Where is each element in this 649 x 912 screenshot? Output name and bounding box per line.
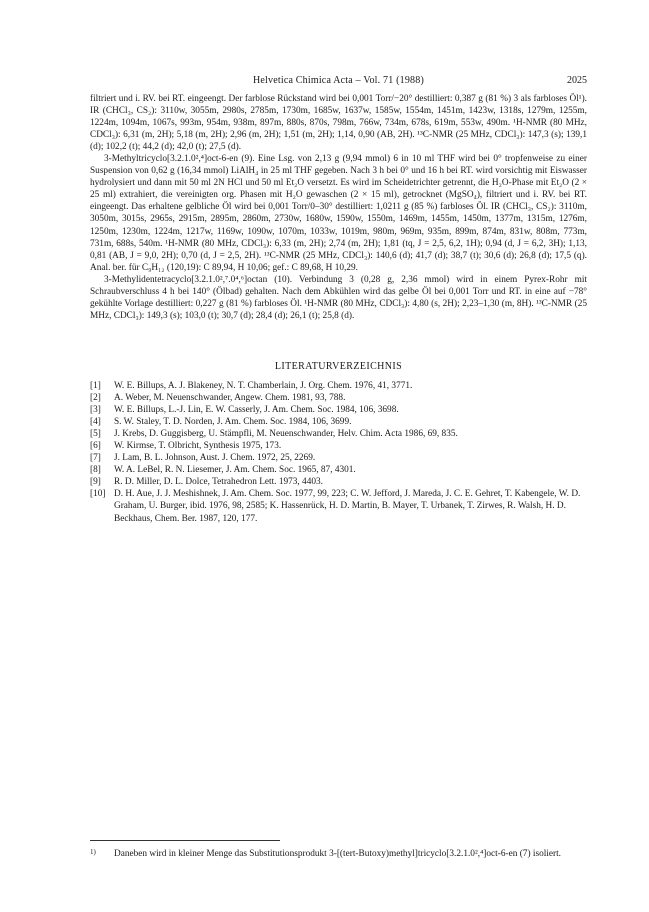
reference-item: [3] W. E. Billups, L.-J. Lin, E. W. Casserly, J. Am. Chem. Soc. 1984, 106, 3698. — [90, 405, 399, 416]
footnote-divider — [90, 840, 280, 841]
paragraph-compound-10: 3-Methylidentetracyclo[3.2.1.0²,⁷.0⁴,⁶]octan (10). Verbindung 3 (0,28 g, 2,36 mmol) wird in einem Pyrex-Rohr mit Schraubverschluss 4 h bei 140° (Ölbad) gehalten. Nach dem Abkühlen wird das gelbe Öl bei 0,001 Torr und RT. in eine auf −78° gekühlte Vorlage destilliert: 0,227 g (81 %) farbloses Öl. ¹H-NMR (80 MHz, CDCl₃): 4,80 (s, 2H); 2,23–1,30 (m, 8H). ¹³C-NMR (25 MHz, CDCl₃): 149,3 (s); 103,0 (t); 30,7 (d); 28,4 (d); 26,1 (t); 25,8 (d). — [90, 274, 587, 321]
reference-item: [10] D. H. Aue, J. J. Meshishnek, J. Am. Chem. Soc. 1977, 99, 223; C. W. Jefford, J. Mareda, J. C. E. Gehret, T. Kabengele, W. D. Graham, U. Burger, ibid. 1976, 98, 2585; K. Hassenrück, H. D. Martin, B. Mayer, T. Urbanek, T. Zirwes, R. Walsh, H. D. Beckhaus, Chem. Ber. 1987, 120, 177. — [90, 489, 581, 524]
reference-item: [6] W. Kirmse, T. Olbricht, Synthesis 1975, 173. — [90, 441, 282, 452]
reference-item: [7] J. Lam, B. L. Johnson, Aust. J. Chem. 1972, 25, 2269. — [90, 453, 316, 464]
footnote — [90, 848, 587, 860]
body-text — [90, 93, 587, 322]
reference-item: [2] A. Weber, M. Neuenschwander, Angew. Chem. 1981, 93, 788. — [90, 393, 346, 404]
page-header — [90, 75, 587, 89]
paragraph-continuation: filtriert und i. RV. bei RT. eingeengt. Der farblose Rückstand wird bei 0,001 Torr/−20° destilliert: 0,387 g (81 %) 3 als farbloses Öl¹). IR (CHCl₃, CS₂): 3110w, 3055m, 2980s, 2785m, 1730m, 1685w, 1637w, 1585w, 1554m, 1451m, 1423w, 1318s, 1279m, 1255m, 1224m, 1094m, 1067s, 993m, 954m, 938m, 897m, 880s, 870s, 798m, 766w, 734m, 678s, 619m, 553w, 490m. ¹H-NMR (80 MHz, CDCl₃): 6,31 (m, 2H); 5,18 (m, 2H); 2,96 (m, 2H); 1,51 (m, 2H); 1,14, 0,90 (AB, 2H). ¹³C-NMR (25 MHz, CDCl₃): 147,3 (s); 139,1 (d); 102,2 (t); 44,2 (d); 42,0 (t); 27,5 (d). — [90, 94, 587, 153]
reference-item: [5] J. Krebs, D. Guggisberg, U. Stämpfli, M. Neuenschwander, Helv. Chim. Acta 1986, 69, 835. — [90, 429, 458, 440]
reference-item: [9] R. D. Miller, D. L. Dolce, Tetrahedron Lett. 1973, 4403. — [90, 477, 323, 488]
reference-item: [8] W. A. LeBel, R. N. Liesemer, J. Am. Chem. Soc. 1965, 87, 4301. — [90, 465, 356, 476]
footnote-mark: 1) — [90, 848, 96, 856]
paragraph-compound-9: 3-Methyltricyclo[3.2.1.0²,⁴]oct-6-en (9). Eine Lsg. von 2,13 g (9,94 mmol) 6 in 10 ml THF wird bei 0° tropfenweise zu einer Suspension von 0,62 g (16,34 mmol) LiAlH₄ in 25 ml THF gegeben. Nach 3 h bei 0° und 16 h bei RT. wird vorsichtig mit Eiswasser hydrolysiert und dann mit 50 ml 2N HCl und 50 ml Et₂O versetzt. Es wird im Scheidetrichter getrennt, die H₂O-Phase mit Et₂O (2 × 25 ml) extrahiert, die vereinigten org. Phasen mit H₂O gewaschen (2 × 15 ml), getrocknet (MgSO₄), filtriert und i. RV. bei RT. eingeengt. Das erhaltene gelbliche Öl wird bei 0,001 Torr/0–30° destilliert: 1,0211 g (85 %) farbloses Öl. IR (CHCl₃, CS₂): 3110m, 3050m, 3015s, 2965s, 2915m, 2895m, 2860m, 2730w, 1680w, 1590w, 1550m, 1469m, 1455m, 1450m, 1377m, 1315m, 1276m, 1250m, 1230m, 1224m, 1217w, 1169w, 1090w, 1070m, 1033w, 1019m, 980m, 969m, 935m, 899m, 874m, 831w, 808m, 773m, 731m, 688s, 540m. ¹H-NMR (80 MHz, CDCl₃): 6,33 (m, 2H); 2,74 (m, 2H); 1,81 (tq, J = 2,5, 6,2, 1H); 0,94 (d, J = 6,2, 3H); 1,13, 0,81 (AB, J = 9,0, 2H); 0,70 (d, J = 2,5, 2H). ¹³C-NMR (25 MHz, CDCl₃): 140,6 (d); 41,7 (d); 38,7 (t); 30,6 (d); 26,8 (d); 17,5 (q). Anal. ber. für C₉H₁₂ (120,19): C 89,94, H 10,06; gef.: C 89,68, H 10,29. — [90, 154, 587, 273]
page-number: 2025 — [567, 75, 587, 86]
references-heading: LITERATURVERZEICHNIS — [274, 361, 403, 372]
reference-list — [90, 380, 587, 525]
running-title: Helvetica Chimica Acta – Vol. 71 (1988) — [252, 75, 424, 86]
footnote-text: Daneben wird in kleiner Menge das Substitutionsprodukt 3-[(tert-Butoxy)methyl]tricyclo[3.2.1.0²,⁴]oct-6-en (7) isoliert. — [114, 849, 562, 859]
reference-item: [1] W. E. Billups, A. J. Blakeney, N. T. Chamberlain, J. Org. Chem. 1976, 41, 3771. — [90, 381, 413, 391]
reference-item: [4] S. W. Staley, T. D. Norden, J. Am. Chem. Soc. 1984, 106, 3699. — [90, 417, 352, 428]
